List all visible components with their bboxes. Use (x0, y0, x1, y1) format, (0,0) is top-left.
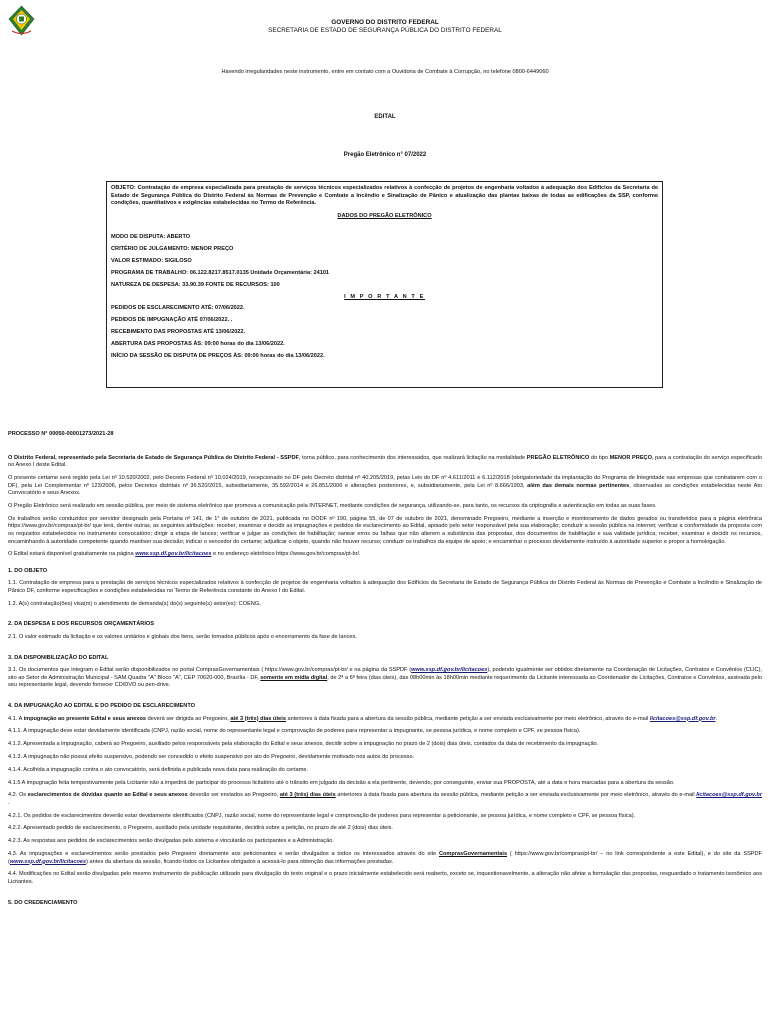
licitacoes-email-link[interactable]: licitacoes@ssp.df.gov.br (696, 792, 762, 799)
edital-body (8, 431, 762, 912)
objeto-text: OBJETO: Contratação de empresa especializada para prestação de serviços técnicos especializados relativos à confecção de projetos de engenharia voltados à adequação dos Edifícios da Secretaria de Estado de Segurança Pública do Distrito Federal às Normas de Prevenção e Combate a Incêndio e Sinalização de Pânico e atualização das plantas baixas de todas as edificações da SSP, conforme condições, quantitativos e exigências estabelecidas no Termo de Referência. (111, 185, 658, 207)
pedidos-impugnacao-deadline: PEDIDOS DE IMPUGNAÇÃO ATÉ 07/06/2022. . (111, 316, 233, 323)
ssp-licitacoes-link[interactable]: www.ssp.df.gov.br/licitacoes (9, 858, 87, 865)
intro-paragraph-3: O Pregão Eletrônico será realizado em sessão pública, por meio de sistema eletrônico que promova a comunicação pela INTERNET, mediante condições de segurança, utilizando-se, para tanto, os recursos da criptografia e autenticação em todas as suas fases. (8, 502, 657, 509)
clause-4-2-1: 4.2.1. Os pedidos de esclarecimentos deverão estar devidamente identificados (CNPJ, razão social, nome do representante legal e comprovação de poderes para representar a peticionante, se pessoa jurídica, e nome completo e CPF, se pessoa física). (8, 812, 636, 819)
clause-4-1-1: 4.1.1. A impugnação deve estar devidamente identificada (CNPJ, razão social, nome do representante legal e comprovação de poderes para representar a impugnante, se pessoa jurídica, e nome completo e CPF, se pessoa física). (8, 728, 581, 735)
criterio-julgamento: CRITÉRIO DE JULGAMENTO: MENOR PREÇO (111, 246, 234, 253)
intro-paragraph-5: O Edital estará disponível gratuitamente na página www.ssp.df.gov.br/licitacoes e no endereço eletrônico https://www.gov.br/compras/pt-br/. (8, 551, 361, 558)
important-title: I M P O R T A N T E (344, 294, 425, 301)
edital-title: EDITAL (374, 114, 396, 120)
brasao-df-emblem-icon (8, 5, 35, 36)
section-3-title: 3. DA DISPONIBILIZAÇÃO DO EDITAL (8, 654, 109, 661)
programa-trabalho: PROGRAMA DE TRABALHO: 06.122.8217.8517.0135 Unidade Orçamentária: 24101 (111, 270, 330, 277)
clause-4-1: 4.1. A impugnação ao presente Edital e seus anexos deverá ser dirigida ao Pregoeiro, até 3 (três) dias úteis anteriores à data fixada para a abertura da sessão pública, mediante petição a ser enviada exclusivamente por meio eletrônico, através do e-mail licitacoes@ssp.df.gov.br. (8, 715, 718, 722)
clause-4-1-2: 4.1.2. Apresentada a impugnação, caberá ao Pregoeiro, auxiliado pelos responsáveis pela elaboração do Edital e seus anexos, decidir sobre a impugnação no prazo de 2 (dois) dias úteis, contados da data de recebimento da impugnação. (8, 741, 599, 748)
licitacoes-email-link[interactable]: licitacoes@ssp.df.gov.br (649, 715, 716, 722)
section-5-title: 5. DO CREDENCIAMENTO (8, 899, 78, 906)
clause-3-1: 3.1. Os documentos que integram o Edital serão disponibilizados no portal ComprasGovernamentais ( https://www.gov.br/compras/pt-br/ e na página da SSPDF (www.ssp.df.gov.br/licitacoes), podendo igualmente ser obtidos diretamente na Coordenação de Licitações, Contratos e Convênios (CLIC), sito ao Setor de Administração Municipal - SAM Quadra "A" Bloco "A", CEP 70620-000, Brasília - DF, somente em mídia digital, de 2ª a 6ª feira (dias úteis), das 08h00min às 18h00min mediante requerimento da Licitante interessada ao Coordenador de Licitações, Contratos e Convênios, assinada pelo seu representante legal, devendo fornecer CD/DVD ou pen-drive. (8, 667, 762, 689)
recebimento-propostas-deadline: RECEBIMENTO DAS PROPOSTAS ATÉ 13/06/2022. (111, 328, 246, 335)
ouvidoria-notice: Havendo irregularidades neste instrumento, entre em contato com a Ouvidoria de Combate à Corrupção, no telefone 0800-6449060 (221, 69, 549, 75)
modalidade: PREGÃO ELETRÔNICO (526, 454, 590, 461)
clause-4-1-4: 4.1.4. Acolhida a impugnação contra o ato convocatório, será definida e publicada nova data para realização do certame. (8, 766, 309, 773)
intro-entity: O Distrito Federal, representado pela Secretaria de Estado de Segurança Pública do Distrito Federal - SSPDF (8, 454, 299, 461)
section-1-title: 1. DO OBJETO (8, 567, 48, 574)
clause-4-1-5: 4.1.5 A impugnação feita tempestivamente pela Licitante não a impedirá de participar do processo licitatório até o trânsito em julgado da decisão a ela pertinente, devendo, por conseguinte, enviar sua PROPOSTA, até a data e hora marcadas para a abertura da sessão. (8, 779, 675, 786)
compras-governamentais-link[interactable]: ComprasGovernamentais (438, 851, 508, 857)
ssp-licitacoes-link[interactable]: www.ssp.df.gov.br/licitacoes (411, 667, 488, 674)
section-2-title: 2. DA DESPESA E DOS RECURSOS ORÇAMENTÁRIOS (8, 621, 154, 628)
tipo: MENOR PREÇO (609, 454, 652, 461)
clause-4-2-2: 4.2.2. Apresentado pedido de esclarecimento, o Pregoeiro, auxiliado pela unidade requisitante, decidirá sobre a petição, no prazo de até 2 (dois) dias úteis. (8, 825, 393, 832)
clause-4-2: 4.2. Os esclarecimentos de dúvidas quanto ao Edital e seus anexos deverão ser enviados ao Pregoeiro, até 3 (três) dias úteis anteriores à data fixada para abertura da sessão pública, mediante petição a ser enviada exclusivamente por meio eletrônico, através do e-mail licitacoes@ssp.df.gov.br . (8, 792, 762, 806)
section-4-title: 4. DA IMPUGNAÇÃO AO EDITAL E DO PEDIDO DE ESCLARECIMENTO (8, 703, 195, 709)
natureza-despesa: NATUREZA DE DESPESA: 33.90.39 FONTE DE RECURSOS: 100 (111, 282, 280, 289)
ssp-licitacoes-link[interactable]: www.ssp.df.gov.br/licitacoes (135, 551, 212, 558)
pedidos-esclarecimento-deadline: PEDIDOS DE ESCLARECIMENTO ATÉ: 07/06/2022. (111, 304, 245, 311)
clause-1-1: 1.1. Contratação de empresa para a prestação de serviços técnicos especializados relativos à confecção de projetos de engenharia voltados à adequação dos Edifícios da Secretaria de Estado de Segurança Pública do Distrito Federal às Normas de Prevenção e Combate a Incêndio e Sinalização de Pânico DF, conforme especificações e condições estabelecidas no Termo de Referência constante do Anexo I do Edital. (8, 580, 762, 595)
processo-number: PROCESSO N° 00050-00001273/2021-28 (8, 431, 114, 437)
government-header (200, 19, 570, 36)
government-name: GOVERNO DO DISTRITO FEDERAL (331, 19, 439, 26)
pregao-title: Pregão Eletrônico n° 07/2022 (343, 152, 427, 158)
dados-pregao-title: DADOS DO PREGÃO ELETRÔNICO (337, 212, 432, 219)
secretariat-name: SECRETARIA DE ESTADO DE SEGURANÇA PÚBLICA DO DISTRITO FEDERAL (268, 27, 502, 35)
intro-paragraph-1: O Distrito Federal, representado pela Secretaria de Estado de Segurança Pública do Distrito Federal - SSPDF, torna público, para conhecimento dos interessados, que realizará licitação na modalidade PREGÃO ELETRÔNICO do tipo MENOR PREÇO, para a contratação do serviço especificado no Anexo I deste Edital. (8, 454, 763, 469)
intro-paragraph-4: Os trabalhos serão conduzidos por servidor designado pela Portaria nº 141, de 1° de outubro de 2021, publicada no DODF nº 190, página 55, de 07 de outubro de 2021, denominado Pregoeiro, mediante a inserção e monitoramento de dados gerados ou transferidos para a página eletrônica https://www.gov.br/compras/pt-br/ que terá, dentre outras, as seguintes atribuições: receber, examinar e decidir as impugnações e pedidos de esclarecimento ao Edital, apoiado pelo setor responsável pela sua elaboração; conduzir a sessão pública na internet; verificar a conformidade da proposta com os requisitos estabelecidos no instrumento convocatório; dirigir a etapa de lances; verificar e julgar as condições de habilitação; sanear erros ou falhas que não alterem a substância das propostas, dos documentos de habilitação e sua validade jurídica; receber, examinar e decidir os recursos, encaminhando à autoridade competente quando mantiver sua decisão; indicar o vencedor do certame; adjudicar o objeto, quando não houver recurso; conduzir os trabalhos da equipe de apoio; e encaminhar o processo devidamente instruído à autoridade superior e propor a homologação. (8, 515, 762, 545)
valor-estimado: VALOR ESTIMADO: SIGILOSO (111, 258, 192, 265)
summary-box (106, 181, 663, 388)
inicio-sessao-time: INÍCIO DA SESSÃO DE DISPUTA DE PREÇOS ÀS: 09:00 horas do dia 13/06/2022. (111, 352, 325, 359)
clause-2-1: 2.1. O valor estimado da licitação e os valores unitários e globais dos itens, serão tornados públicos após o encerramento da fase de lances. (8, 634, 357, 641)
clause-4-1-3: 4.1.3. A impugnação não possui efeito suspensivo, podendo ser concedido o efeito suspensivo por ato do Pregoeiro, devidamente motivado nos autos do processo. (8, 753, 415, 760)
clause-4-3: 4.3. As impugnações e esclarecimentos serão prestados pelo Pregoeiro diretamente aos peticionantes e serão divulgados a todos os interessados através do site ComprasGovernamentais ( https://www.gov.br/compras/pt-br/ – no link correspondente a este Edital), e do site da SSPDF (www.ssp.df.gov.br/licitacoes) antes da abertura da sessão, ficando todos os Licitantes obrigados a acessá-lo para obtenção das informações prestadas. (8, 851, 762, 865)
intro-paragraph-2: O presente certame será regido pela Lei nº 10.520/2002, pelo Decreto Federal nº 10.024/2019, recepcionado no DF pelo Decreto distrital nº 40.205/2019, pelas Leis do DF nº 4.611/2011 e 6.112/2018 (obrigatoriedade da implantação do Programa de Integridade nas empresas que contratarem com o DF), pela Lei Complementar nº 123/2006, pelos Decretos distritais nº 36.520/2015, subsidiariamente, 35.592/2014 e 26.851/2006 e alterações posteriores, e, subsidiariamente, pela Lei nº 8.666/1993, além das demais normas pertinentes, observadas as condições estabelecidas neste Ato Convocatório e seus Anexos. (8, 474, 762, 497)
clause-4-4: 4.4. Modificações no Edital serão divulgadas pelo mesmo instrumento de publicação utilizado para divulgação do texto original e o prazo inicialmente estabelecido será reaberto, exceto se, inquestionavelmente, a alteração não afetar a formulação das propostas, resguardado o tratamento isonômico aos Licitantes. (8, 871, 762, 885)
clause-1-2: 1.2. A(s) contratação(ões) visa(m) o atendimento de demanda(s) do(s) seguinte(s) setor(es): COENG. (8, 600, 261, 607)
clause-4-2-3: 4.2.3. As respostas aos pedidos de esclarecimentos serão divulgadas pelo sistema e vincularão os participantes e a Administração. (8, 838, 334, 845)
modo-disputa: MODO DE DISPUTA: ABERTO (111, 234, 191, 241)
abertura-propostas-time: ABERTURA DAS PROPOSTAS ÀS: 09:00 horas do dia 13/06/2022. (111, 340, 285, 347)
